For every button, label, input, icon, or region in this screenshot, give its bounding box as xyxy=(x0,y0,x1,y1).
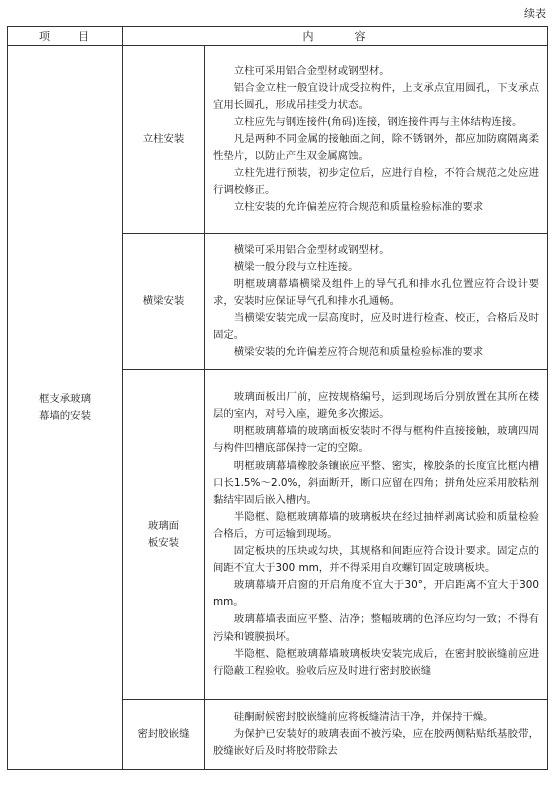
paragraph: 硅酮耐候密封胶嵌缝前应将板缝清洁干净，并保持干燥。 xyxy=(233,710,494,723)
header-row xyxy=(8,27,548,46)
paragraph: 凡是两种不同金属的接触面之间，除不锈钢外，都应加防腐隔离柔性垫片，以防止产生双金属腐蚀。 xyxy=(213,132,539,163)
content-beam-install xyxy=(205,234,548,370)
content-column-install xyxy=(205,46,548,234)
section-row-column-install xyxy=(8,46,548,234)
paragraph: 横梁安装的允许偏差应符合规范和质量检验标准的要求 xyxy=(233,346,484,359)
paragraph: 铝合金立柱一般宜设计成受拉构件，上支承点宜用圆孔，下支承点宜用长圆孔，形成吊挂受力状态。 xyxy=(213,81,539,111)
paragraph: 横梁一般分段与立柱连接。 xyxy=(233,260,359,273)
paragraph: 玻璃幕墙表面应平整、洁净；整幅玻璃的色泽应均匀一致；不得有污染和镀膜损坏。 xyxy=(213,613,539,643)
subitem-beam-install: 横梁安装 xyxy=(123,234,205,370)
subitem-glass-line2: 板安装 xyxy=(147,536,180,549)
subitem-glass-install xyxy=(123,370,205,700)
paragraph: 横梁可采用铝合金型材或钢型材。 xyxy=(233,243,390,256)
paragraph: 立柱先进行预装，初步定位后，应进行自检，不符合规范之处应进行调校修正。 xyxy=(213,167,539,197)
main-item-line1: 框支承玻璃 xyxy=(39,392,91,405)
paragraph: 明框玻璃幕墙橡胶条镶嵌应平整、密实，橡胶条的长度宜比框内槽口长1.5%～2.0%，斜面断开，断口应留在四角；拼角处应采用胶粘剂黏结牢固后嵌入槽内。 xyxy=(213,459,539,506)
subitem-glass-line1: 玻璃面 xyxy=(147,519,180,532)
main-item-line2: 幕墙的安装 xyxy=(39,409,91,422)
subitem-sealant: 密封胶嵌缝 xyxy=(123,700,205,770)
content-glass-install xyxy=(205,370,548,700)
continued-label: 续表 xyxy=(524,7,546,20)
paragraph: 固定板块的压块或勾块，其规格和间距应符合设计要求。固定点的间距不宜大于300 mm，并不得采用自攻螺钉固定玻璃板块。 xyxy=(213,545,539,575)
paragraph: 半隐框、隐框玻璃幕墙玻璃板块安装完成后，在密封胶嵌缝前应进行隐蔽工程验收。验收后应及时进行密封胶嵌缝 xyxy=(213,647,539,677)
paragraph: 当横梁安装完成一层高度时，应及时进行检查、校正，合格后及时固定。 xyxy=(213,312,539,342)
paragraph: 立柱安装的允许偏差应符合规范和质量检验标准的要求 xyxy=(233,201,484,214)
paragraph: 立柱应先与钢连接件(角码)连接，钢连接件再与主体结构连接。 xyxy=(233,115,523,128)
paragraph: 为保护已安装好的玻璃表面不被污染，应在胶两侧粘贴纸基胶带，胶缝嵌好后及时将胶带除去 xyxy=(213,727,539,758)
paragraph: 玻璃面板出厂前，应按规格编号，运到现场后分别放置在其所在楼层的室内，对号入座，避免多次搬运。 xyxy=(213,391,539,421)
header-item: 项 目 xyxy=(8,27,123,46)
content-sealant xyxy=(205,700,548,770)
paragraph: 立柱可采用铝合金型材或钢型材。 xyxy=(233,64,390,77)
subitem-column-install: 立柱安装 xyxy=(123,46,205,234)
paragraph: 明框玻璃幕墙横梁及组件上的导气孔和排水孔位置应符合设计要求，安装时应保证导气孔和排水孔通畅。 xyxy=(213,277,539,307)
paragraph: 明框玻璃幕墙的玻璃面板安装时不得与框构件直接接触，玻璃四周与构件凹槽底部保持一定的空隙。 xyxy=(213,425,539,455)
construction-table xyxy=(7,26,548,770)
main-item-cell xyxy=(8,46,123,770)
header-content: 内 容 xyxy=(123,27,548,46)
paragraph: 半隐框、隐框玻璃幕墙的玻璃板块在经过抽样剥离试验和质量检验合格后，方可运输到现场。 xyxy=(213,510,539,540)
paragraph: 玻璃幕墙开启窗的开启角度不宜大于30°，开启距离不宜大于300 mm。 xyxy=(213,579,539,609)
